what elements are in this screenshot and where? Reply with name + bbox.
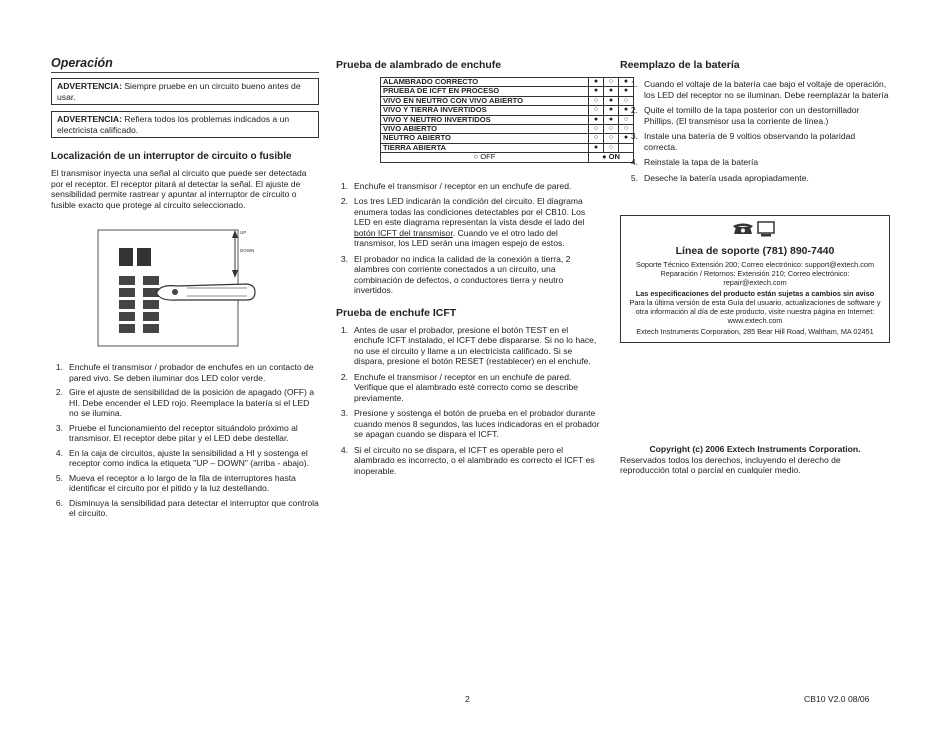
led-indicator: ○ [619, 125, 634, 134]
condition-label: VIVO EN NEUTRO CON VIVO ABIERTO [381, 96, 589, 105]
support-address: Extech Instruments Corporation, 285 Bear Hill Road, Waltham, MA 02451 [636, 327, 874, 336]
list-item: 4. Si el circuito no se dispara, el ICFT es operable pero el alambrado es incorrecto, o el alambrado es correcto el ICFT es inoperable. [340, 444, 595, 476]
legend-row [381, 153, 634, 162]
support-line-repair: Reparación / Retornos: Extensión 210; Correo electrónico: repair@extech.com [660, 269, 850, 287]
section-title-operation: Operación [51, 56, 319, 73]
gfci-steps-list [336, 325, 600, 477]
list-item: 1. Cuando el voltaje de la batería cae bajo el voltaje de operación, los LED del receptor no se iluminan. Debe reemplazar la batería [630, 79, 889, 100]
wiring-condition-table [380, 77, 634, 163]
phone-computer-icon [732, 220, 778, 238]
support-update-info: Para la última versión de esta Guía del usuario, actualizaciones de software y otra información al día de este producto, visite nuestra página en Internet: www.extech.com [629, 298, 881, 325]
table-row [381, 87, 634, 96]
underlined-text: botón ICFT del transmisor [354, 227, 453, 238]
condition-label: NEUTRO ABIERTO [381, 134, 589, 143]
led-indicator: ● [604, 106, 619, 115]
warning-box-1 [51, 78, 319, 105]
support-box [620, 215, 890, 343]
list-item: 5. Deseche la batería usada apropiadamente. [630, 172, 809, 183]
support-line-tech: Soporte Técnico Extensión 200; Correo electrónico: support@extech.com [635, 260, 875, 269]
warning-text: Refiera todos los problemas indicados a un electricista calificado. [57, 114, 290, 135]
led-indicator: ○ [589, 106, 604, 115]
copyright-text: Reservados todos los derechos, incluyendo el derecho de reproducción total o parcial en cualquier medio. [620, 454, 841, 475]
condition-label: PRUEBA DE ICFT EN PROCESO [381, 87, 589, 96]
warning-label: ADVERTENCIA: [57, 114, 122, 124]
led-indicator: ● [589, 143, 604, 152]
led-indicator: ○ [589, 125, 604, 134]
led-indicator: ● [619, 106, 634, 115]
support-icons [623, 220, 887, 243]
led-indicator: ○ [619, 115, 634, 124]
led-indicator: ● [604, 87, 619, 96]
heading-outlet-wiring: Prueba de alambrado de enchufe [336, 59, 502, 71]
led-indicator: ● [604, 96, 619, 105]
list-item: 3. Pruebe el funcionamiento del receptor situándolo próximo al transmisor. El receptor debe pitar y el LED debe destellar. [55, 422, 298, 443]
table-row [381, 143, 634, 152]
support-specs-note: Las especificaciones del producto están sujetas a cambios sin aviso [635, 289, 875, 298]
subheading-locate-breaker: Localización de un interruptor de circuito o fusible [51, 151, 292, 162]
led-indicator: ○ [619, 96, 634, 105]
list-item: 1. Enchufe el transmisor / probador de enchufes en un contacto de pared vivo. Se deben iluminar dos LED color verde. [55, 362, 314, 383]
condition-label: VIVO ABIERTO [381, 125, 589, 134]
led-indicator: ● [619, 134, 634, 143]
list-item: 1. Enchufe el transmisor / receptor en un enchufe de pared. [340, 180, 572, 191]
heading-battery-replacement: Reemplazo de la batería [620, 59, 740, 71]
list-item: 3. Instale una batería de 9 voltios observando la polaridad correcta. [630, 131, 856, 152]
battery-steps-list [620, 79, 890, 183]
outlet-steps-list [336, 181, 600, 296]
led-indicator: ● [619, 87, 634, 96]
breaker-steps-list [51, 362, 319, 519]
support-title: Línea de soporte (781) 890-7440 [675, 245, 835, 257]
list-item: 2. Quite el tornillo de la tapa posterior con un destornillador Phillips. (El transmisor usa la corriente de línea.) [630, 105, 860, 126]
legend-on: ● ON [589, 153, 634, 162]
warning-text: Siempre pruebe en un circuito bueno antes de usar. [57, 81, 301, 102]
page-number: 2 [465, 694, 470, 704]
breaker-receiver-drawing [97, 222, 297, 348]
label-up: UP [240, 230, 247, 235]
warning-box-2 [51, 111, 319, 138]
led-indicator: ○ [604, 143, 619, 152]
led-indicator: ● [619, 78, 634, 87]
list-item: 4. Reinstale la tapa de la batería [630, 157, 759, 167]
warning-label: ADVERTENCIA: [57, 81, 122, 91]
led-indicator: ● [589, 115, 604, 124]
list-item: 2. Los tres LED indicarán la condición del circuito. El diagrama enumera todas las condiciones detectables por el CB10. Los LED en este diagrama representan la vista desde el lado del botón ICFT del transmisor. Cuando ve el otro lado del transmisor, los LED serán una imagen espejo de estos. [340, 196, 586, 249]
list-item: 2. Gire el ajuste de sensibilidad de la posición de apagado (OFF) a HI. Debe encender el LED rojo. Reemplace la batería si el LED no se ilumina. [55, 387, 315, 418]
led-indicator: ● [589, 78, 604, 87]
led-indicator: ● [589, 87, 604, 96]
list-item: 5. Mueva el receptor a lo largo de la fila de interruptores hasta identificar el circuito por el pitido y la luz destellando. [55, 472, 296, 493]
table-row [381, 106, 634, 115]
column-battery [620, 56, 890, 343]
led-indicator: ○ [589, 96, 604, 105]
legend-off: ○ OFF [381, 153, 589, 162]
list-item: 4. En la caja de circuitos, ajuste la sensibilidad a HI y sostenga el receptor como indica la etiqueta "UP – DOWN" (arriba - abajo). [55, 447, 309, 468]
led-indicator: ○ [604, 78, 619, 87]
breaker-box-illustration [97, 222, 297, 348]
label-down: DOWN [240, 248, 255, 253]
list-item: 1. Antes de usar el probador, presione el botón TEST en el enchufe ICFT instalado, el ICFT debe dispararse. Si no lo hace, no use el circuito y llame a un electricista calificado. Si se dispara, presione el botón RESET (restablecer) en el enchufe. [340, 324, 597, 367]
condition-label: ALAMBRADO CORRECTO [381, 78, 589, 87]
doc-version: CB10 V2.0 08/06 [804, 694, 870, 704]
copyright-block [620, 444, 890, 476]
heading-gfci-test: Prueba de enchufe ICFT [336, 306, 457, 319]
intro-paragraph: El transmisor inyecta una señal al circuito que puede ser detectada por el receptor. El receptor pitará al detectar la señal. El ajuste de sensibilidad permite rastrear y apuntar al interruptor de circuito o fusible exacto que protege al circuito seleccionado. [51, 168, 307, 210]
list-item: 3. Presione y sostenga el botón de prueba en el probador durante cuando menos 8 segundos, las luces indicadoras en el probador se apagan cuando se dispara el ICFT. [340, 408, 600, 440]
copyright-title: Copyright (c) 2006 Extech Instruments Corporation. [649, 444, 861, 454]
list-item: 6. Disminuya la sensibilidad para detectar el interruptor que controla el circuito. [55, 497, 319, 518]
condition-label: VIVO Y NEUTRO INVERTIDOS [381, 115, 589, 124]
led-indicator: ○ [604, 134, 619, 143]
led-indicator: ○ [589, 134, 604, 143]
condition-label: TIERRA ABIERTA [381, 143, 589, 152]
condition-label: VIVO Y TIERRA INVERTIDOS [381, 106, 589, 115]
list-item: 3. El probador no indica la calidad de la conexión a tierra, 2 alambres con corriente conectados a un circuito, una combinación de defectos, o conductores tierra y neutro invertidos. [340, 253, 571, 296]
column-outlet-test [336, 56, 629, 476]
list-item: 2. Enchufe el transmisor / receptor en un enchufe de pared. Verifique que el alambrado esté correcto como se describe previamente. [340, 371, 579, 403]
table-row [381, 134, 634, 143]
led-indicator: ○ [604, 125, 619, 134]
column-operation [51, 56, 319, 519]
led-indicator: ● [604, 115, 619, 124]
